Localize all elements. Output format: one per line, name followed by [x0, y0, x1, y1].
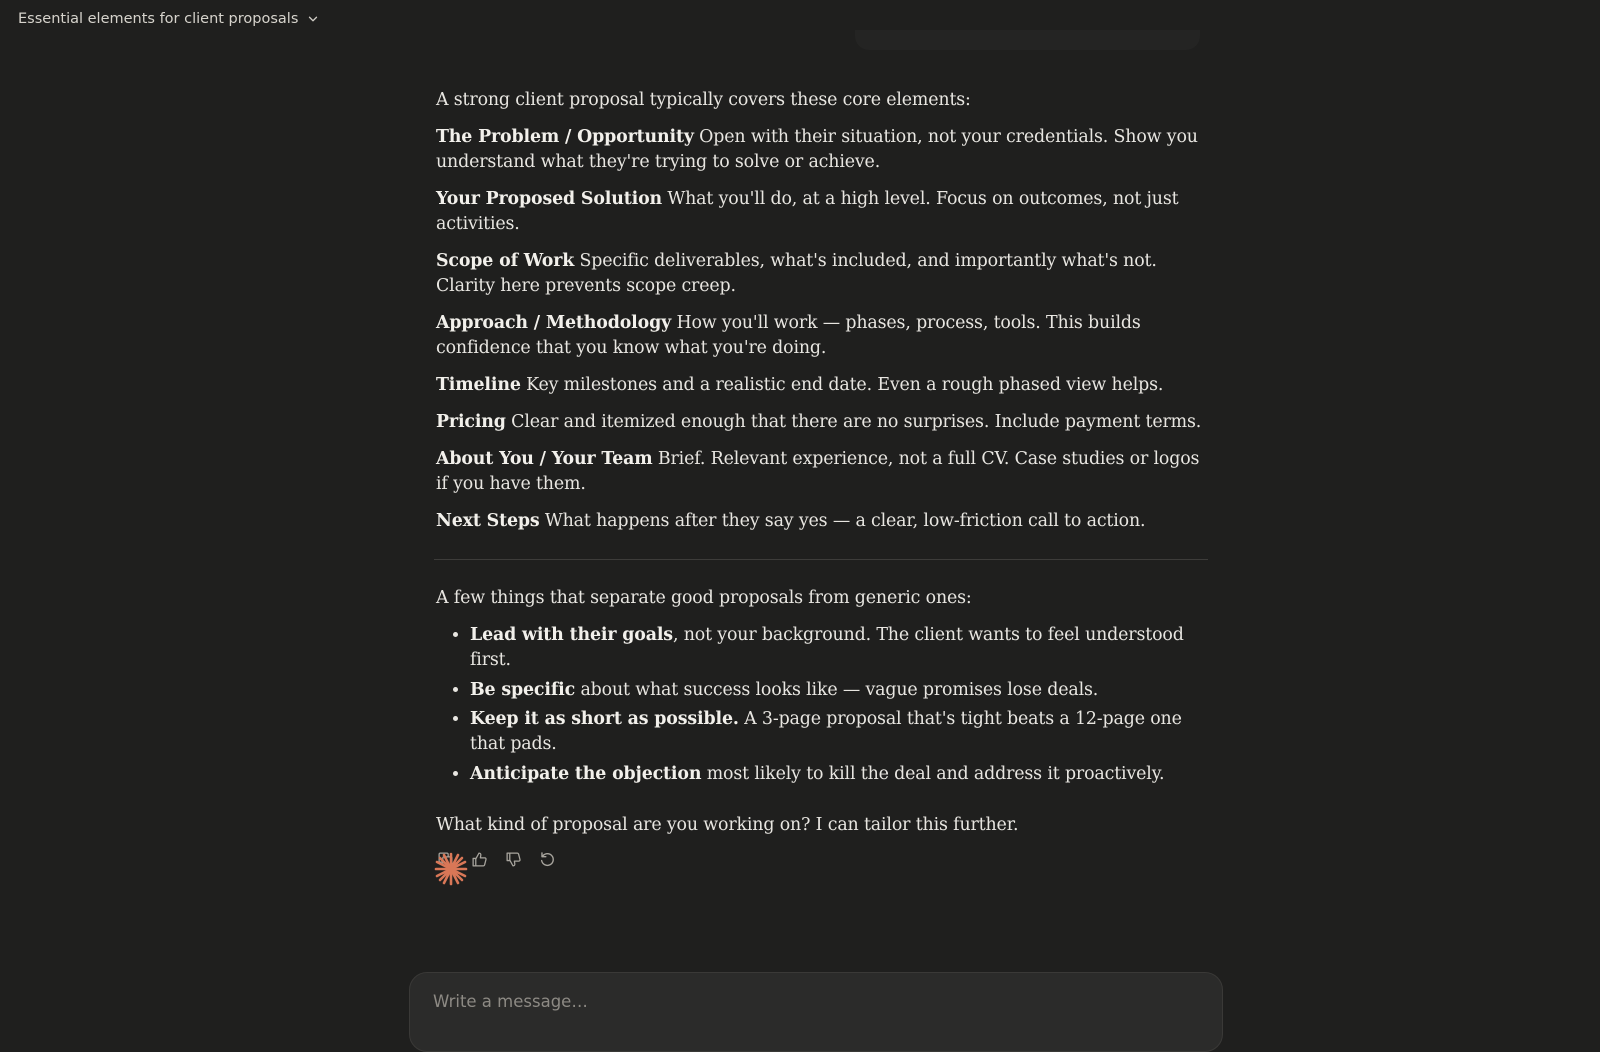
chevron-down-icon	[306, 12, 320, 26]
element-text: What you'll do, at a high level. Focus on outcomes, not just activities.	[436, 189, 1179, 234]
element-item	[436, 410, 1206, 435]
thumbs-down-button[interactable]	[503, 850, 523, 870]
retry-icon	[539, 851, 556, 868]
tip-bold: Anticipate the objection	[470, 763, 702, 784]
element-item	[436, 125, 1206, 175]
element-item	[436, 311, 1206, 361]
tips-intro: A few things that separate good proposals from generic ones:	[436, 588, 972, 608]
element-title: The Problem / Opportunity	[436, 127, 694, 147]
element-text: Brief. Relevant experience, not a full CV. Case studies or logos if you have them.	[436, 449, 1200, 494]
thumbs-down-icon	[505, 851, 522, 868]
top-bar	[0, 0, 1600, 44]
element-title: Approach / Methodology	[436, 313, 672, 333]
list-item	[470, 678, 1206, 703]
tip-text: A 3-page proposal that's tight beats a 12-page one that pads.	[470, 709, 1182, 754]
tip-text: , not your background. The client wants to feel understood first.	[470, 625, 1184, 670]
list-item	[470, 707, 1206, 757]
message-composer	[409, 972, 1223, 1052]
tip-bold: Lead with their goals	[470, 625, 673, 645]
conversation-title-menu[interactable]	[18, 11, 320, 27]
element-title: Your Proposed Solution	[436, 189, 663, 209]
element-title: Next Steps	[436, 511, 540, 531]
list-item	[470, 623, 1206, 673]
retry-button[interactable]	[537, 850, 557, 870]
thumbs-up-icon	[471, 851, 488, 868]
element-text: Open with their situation, not your credentials. Show you understand what they're trying to solve or achieve.	[436, 127, 1198, 172]
element-title: Pricing	[436, 412, 506, 432]
element-item	[436, 249, 1206, 299]
element-text: Key milestones and a realistic end date. Even a rough phased view helps.	[520, 375, 1164, 395]
message-actions	[435, 850, 1206, 870]
message-input[interactable]	[431, 991, 1195, 1012]
element-item	[436, 509, 1206, 534]
tip-bold: Be specific	[470, 679, 576, 700]
element-item	[436, 447, 1206, 497]
tip-text: most likely to kill the deal and address it proactively.	[701, 763, 1165, 784]
element-text: Clear and itemized enough that there are no surprises. Include payment terms.	[505, 412, 1202, 432]
element-item	[436, 187, 1206, 237]
element-title: Scope of Work	[436, 251, 575, 271]
thumbs-up-button[interactable]	[469, 850, 489, 870]
list-item	[470, 762, 1206, 787]
tips-list	[436, 623, 1206, 787]
element-text: How you'll work — phases, process, tools. This builds confidence that you know what you're doing.	[436, 313, 1141, 358]
element-item	[436, 373, 1206, 398]
assistant-spark-logo-icon	[433, 851, 469, 887]
element-text: What happens after they say yes — a clear, low-friction call to action.	[539, 511, 1146, 531]
divider	[434, 559, 1208, 560]
response-intro: A strong client proposal typically covers these core elements:	[436, 90, 971, 110]
response-closing: What kind of proposal are you working on? I can tailor this further.	[436, 814, 1019, 835]
element-title: Timeline	[436, 375, 521, 395]
conversation-title: Essential elements for client proposals	[18, 11, 299, 27]
previous-message-edge	[855, 30, 1200, 50]
assistant-message	[436, 88, 1206, 870]
element-text: Specific deliverables, what's included, and importantly what's not. Clarity here prevents scope creep.	[436, 251, 1157, 296]
tip-text: about what success looks like — vague promises lose deals.	[575, 679, 1099, 700]
tip-bold: Keep it as short as possible.	[470, 709, 739, 729]
element-title: About You / Your Team	[436, 449, 653, 469]
